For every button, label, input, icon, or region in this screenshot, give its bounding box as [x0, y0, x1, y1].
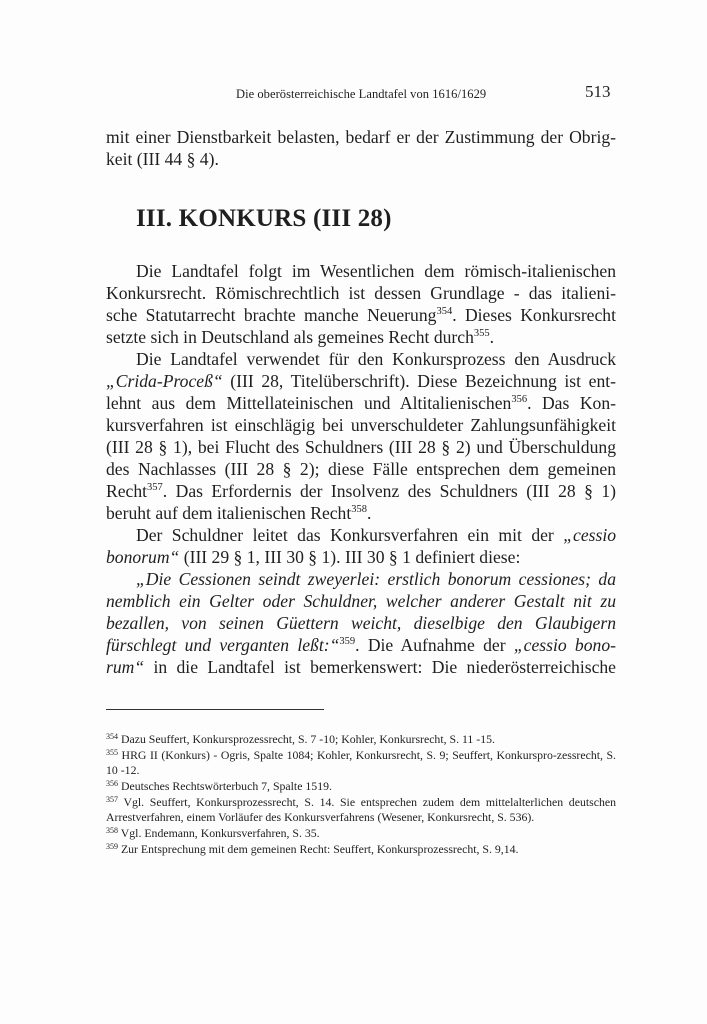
text-line: bonorum“ (III 29 § 1, III 30 § 1). III 30 § 1 definiert diese: — [106, 547, 521, 567]
footnote-ref: 357 — [147, 482, 163, 493]
footnotes — [106, 732, 616, 858]
text-line: Die Landtafel verwendet für den Konkursprozess den Ausdruck — [136, 349, 616, 369]
paragraph-2 — [106, 348, 616, 524]
footnote: $^{359}$ Zur Entsprechung mit dem gemeinen Recht: Seuffert, Konkursprozessrecht, S. 9,14. — [106, 842, 519, 856]
footnote: $^{354}$ Dazu Seuffert, Konkursprozessrecht, S. 7 -10; Kohler, Konkursrecht, S. 11 -15. — [106, 732, 495, 746]
text-line: bezallen, von seinen Güettern weicht, dieselbige den Glaubigern — [106, 613, 616, 633]
running-title: Die oberösterreichische Landtafel von 1616/1629 — [236, 87, 487, 101]
intro-paragraph — [106, 126, 616, 170]
section-heading: III. KONKURS (III 28) — [136, 205, 392, 232]
text-line: lehnt aus dem Mittellateinischen und Altitalienischen$^{356}$. Das Kon- — [106, 393, 616, 413]
footnote-ref: 359 — [339, 636, 356, 647]
text-line: nemblich ein Gelter oder Schuldner, welcher anderer Gestalt nit zu — [106, 591, 616, 611]
text-line: „Die Cessionen seindt zweyerlei: erstlich bonorum cessiones; da — [136, 569, 616, 589]
text-line: fürschlegt und verganten leßt:“$^{359}$. Die Aufnahme der „cessio bono- — [106, 635, 616, 655]
text-line: beruht auf dem italienischen Recht$^{358}$. — [106, 503, 372, 523]
text-line: mit einer Dienstbarkeit belasten, bedarf er der Zustimmung der Obrig- — [106, 127, 616, 147]
footnote: $^{357}$ Vgl. Seuffert, Konkursprozessrecht, S. 14. Sie entsprechen zudem dem mittelalterlichen deutschen Arrestverfahren, einem Vorläufer des Konkursverfahrens (Wesener, Konkursrecht, S. 536). — [106, 795, 616, 824]
text-line: keit (III 44 § 4). — [106, 149, 219, 169]
footnote-divider — [106, 709, 324, 710]
footnote-ref: 358 — [351, 504, 367, 515]
paragraph-1 — [106, 260, 616, 348]
text-line: setzte sich in Deutschland als gemeines Recht durch$^{355}$. — [106, 327, 495, 347]
footnote-ref: 355 — [473, 328, 490, 339]
footnote: $^{356}$ Deutsches Rechtswörterbuch 7, Spalte 1519. — [106, 779, 332, 793]
text-line: Recht$^{357}$. Das Erfordernis der Insolvenz des Schuldners (III 28 § 1) — [106, 481, 616, 501]
footnote: $^{358}$ Vgl. Endemann, Konkursverfahren, S. 35. — [106, 826, 320, 840]
footnote: $^{355}$ HRG II (Konkurs) - Ogris, Spalte 1084; Kohler, Konkursrecht, S. 9; Seuffert, Konkurspro-zessrecht, S. 10 -12. — [106, 748, 616, 777]
text-line: „Crida-Proceß“ (III 28, Titelüberschrift). Diese Bezeichnung ist ent- — [106, 371, 616, 391]
text-line: Der Schuldner leitet das Konkursverfahren ein mit der „cessio — [136, 525, 616, 545]
text-line: kursverfahren ist einschlägig bei unverschuldeter Zahlungsunfähigkeit — [106, 415, 616, 435]
text-line: Die Landtafel folgt im Wesentlichen dem römisch-italienischen — [136, 261, 616, 281]
page-number: 513 — [585, 82, 611, 101]
footnote-ref: 354 — [436, 306, 453, 317]
text-line: sche Statutarrecht brachte manche Neuerung$^{354}$. Dieses Konkursrecht — [106, 305, 616, 325]
quotation — [106, 568, 616, 678]
text-line: Konkursrecht. Römischrechtlich ist dessen Grundlage - das italieni- — [106, 283, 616, 303]
text-line: rum“ in die Landtafel ist bemerkenswert: Die niederösterreichische — [106, 657, 616, 677]
text-line: (III 28 § 1), bei Flucht des Schuldners (III 28 § 2) und Überschuldung — [106, 437, 616, 457]
text-line: des Nachlasses (III 28 § 2); diese Fälle entsprechen dem gemeinen — [106, 459, 616, 479]
paragraph-3 — [106, 524, 616, 568]
footnote-ref: 356 — [511, 394, 528, 405]
